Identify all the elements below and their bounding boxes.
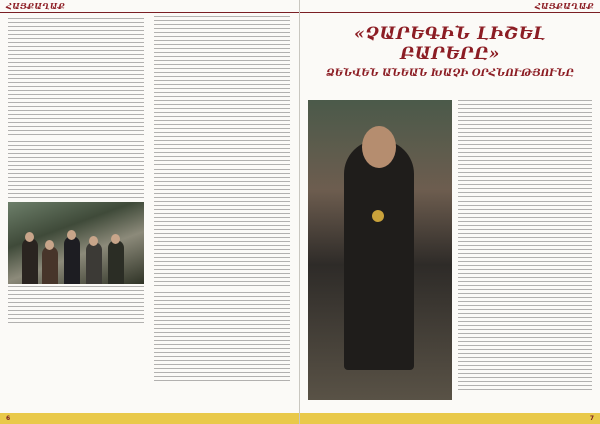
article-text-block [8, 286, 144, 326]
magazine-logo: ՀԱՅՔԱՂԱՔ [6, 1, 66, 11]
photo-face [67, 230, 76, 240]
article-text-block [458, 100, 592, 198]
page-number: 6 [6, 415, 11, 422]
group-photo [8, 202, 144, 284]
medal-icon [372, 210, 384, 222]
left-page-header [0, 0, 300, 13]
article-headline: «ՉԱՐԵԳԻՆ ԼԻՇԵԼ ԲԱՐԵՐԸ» [353, 24, 547, 64]
magazine-logo: ՀԱՅՔԱՂԱՔ [534, 1, 594, 11]
article-text-block [8, 18, 144, 138]
right-page-footer [300, 413, 600, 424]
photo-face [25, 232, 34, 242]
portrait-figure [344, 140, 414, 370]
article-text-block [8, 141, 144, 199]
article-subheadline: ՁԵՆՎԵՆ ԱՆԵԱՆ ԽԱՉԻ ՕՐՀՆՈՒԹՅՈՒՆԸ [326, 68, 574, 79]
right-page [300, 0, 600, 424]
right-column [458, 100, 592, 394]
article-text-block [154, 292, 290, 382]
article-text-block [154, 16, 290, 166]
photo-figure [86, 242, 102, 284]
left-page-footer [0, 413, 300, 424]
photo-face [111, 234, 120, 244]
page-number: 7 [589, 415, 594, 422]
left-column-2 [154, 16, 290, 385]
left-column-1 [8, 16, 144, 329]
photo-figure [42, 246, 58, 284]
photo-figure [22, 238, 38, 284]
photo-figure [108, 240, 124, 284]
photo-face [45, 240, 54, 250]
article-text-block [154, 169, 290, 289]
article-text-block [458, 201, 592, 391]
portrait-face [362, 126, 396, 168]
right-page-header [300, 0, 600, 13]
photo-face [89, 236, 98, 246]
portrait-photo [308, 100, 452, 400]
photo-figure [64, 236, 80, 284]
